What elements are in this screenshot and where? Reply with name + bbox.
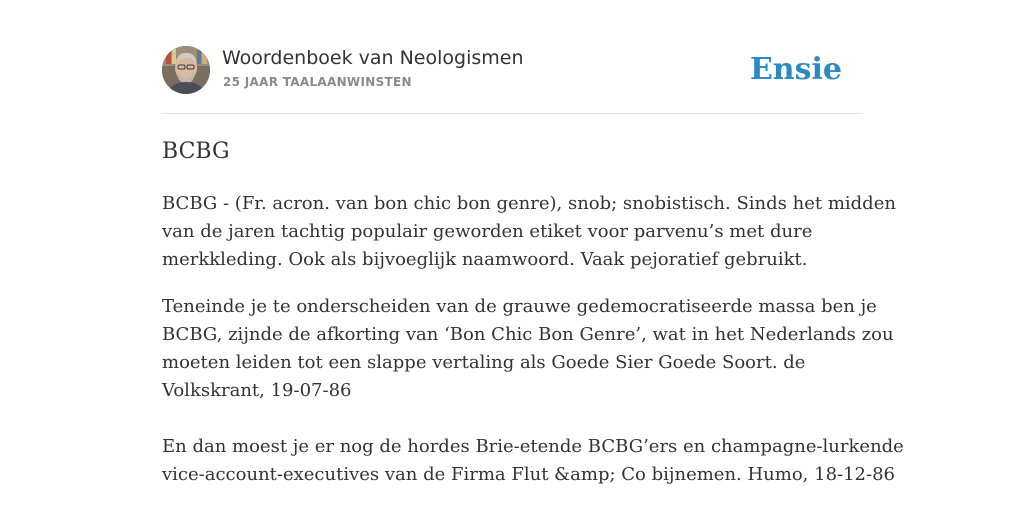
entry-quote-humo — [162, 433, 904, 489]
book-title: Woordenboek van Neologismen — [222, 47, 524, 69]
ensie-logo[interactable]: Ensie — [749, 52, 842, 87]
definition-line: van de jaren tachtig populair geworden etiket voor parvenu’s met dure — [162, 221, 813, 242]
header-divider — [162, 113, 862, 114]
definition-line: merkkleding. Ook als bijvoeglijk naamwoord. Vaak pejoratief gebruikt. — [162, 249, 808, 270]
quote-line: En dan moest je er nog de hordes Brie-etende BCBG’ers en champagne-lurkende — [162, 436, 904, 457]
quote-line: vice-account-executives van de Firma Flut &amp; Co bijnemen. Humo, 18-12-86 — [162, 464, 895, 485]
entry-quote-volkskrant — [162, 293, 894, 405]
quote-line: moeten leiden tot een slappe vertaling als Goede Sier Goede Soort. de — [162, 352, 806, 373]
entry-title: BCBG — [162, 139, 230, 164]
definition-line: BCBG - (Fr. acron. van bon chic bon genre), snob; snobistisch. Sinds het midden — [162, 193, 896, 214]
header — [162, 46, 862, 96]
quote-line: BCBG, zijnde de afkorting van ‘Bon Chic Bon Genre’, wat in het Nederlands zou — [162, 324, 894, 345]
author-portrait-icon — [162, 46, 210, 94]
entry-definition — [162, 190, 896, 274]
book-subtitle: 25 JAAR TAALAANWINSTEN — [223, 75, 412, 89]
quote-line: Teneinde je te onderscheiden van de grauwe gedemocratiseerde massa ben je — [162, 296, 877, 317]
author-avatar — [162, 46, 210, 94]
quote-line: Volkskrant, 19-07-86 — [162, 380, 352, 401]
